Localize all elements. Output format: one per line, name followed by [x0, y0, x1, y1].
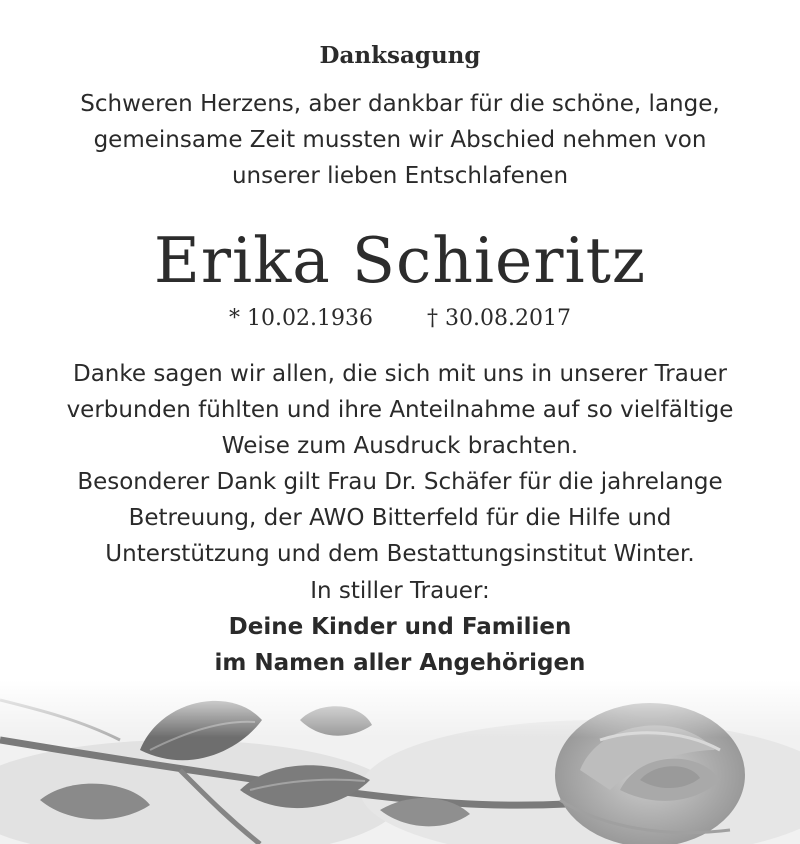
intro-text: [0, 86, 800, 194]
thanks-line: Besonderer Dank gilt Frau Dr. Schäfer für die jahrelange: [77, 469, 723, 495]
thanks-line: Weise zum Ausdruck brachten.: [221, 433, 579, 459]
thanks-text: [0, 356, 800, 572]
birth-date: * 10.02.1936: [229, 306, 373, 331]
notice-heading: Danksagung: [319, 42, 481, 69]
closing-line: In stiller Trauer:: [310, 578, 490, 604]
rose-illustration: [0, 680, 800, 844]
intro-line: Schweren Herzens, aber dankbar für die schöne, lange,: [80, 91, 720, 117]
death-date: † 30.08.2017: [427, 306, 571, 331]
signature-line: Deine Kinder und Familien: [228, 614, 572, 640]
thanks-line: Betreuung, der AWO Bitterfeld für die Hilfe und: [128, 505, 672, 531]
signature-block: [0, 609, 800, 681]
deceased-name: Erika Schieritz: [153, 224, 647, 297]
life-dates: [0, 306, 800, 331]
signature-line: im Namen aller Angehörigen: [214, 650, 586, 676]
thanks-line: verbunden fühlten und ihre Anteilnahme auf so vielfältige: [66, 397, 734, 423]
thanks-line: Unterstützung und dem Bestattungsinstitut Winter.: [105, 541, 695, 567]
intro-line: unserer lieben Entschlafenen: [231, 163, 569, 189]
intro-line: gemeinsame Zeit mussten wir Abschied nehmen von: [93, 127, 707, 153]
thanks-line: Danke sagen wir allen, die sich mit uns in unserer Trauer: [72, 361, 728, 387]
